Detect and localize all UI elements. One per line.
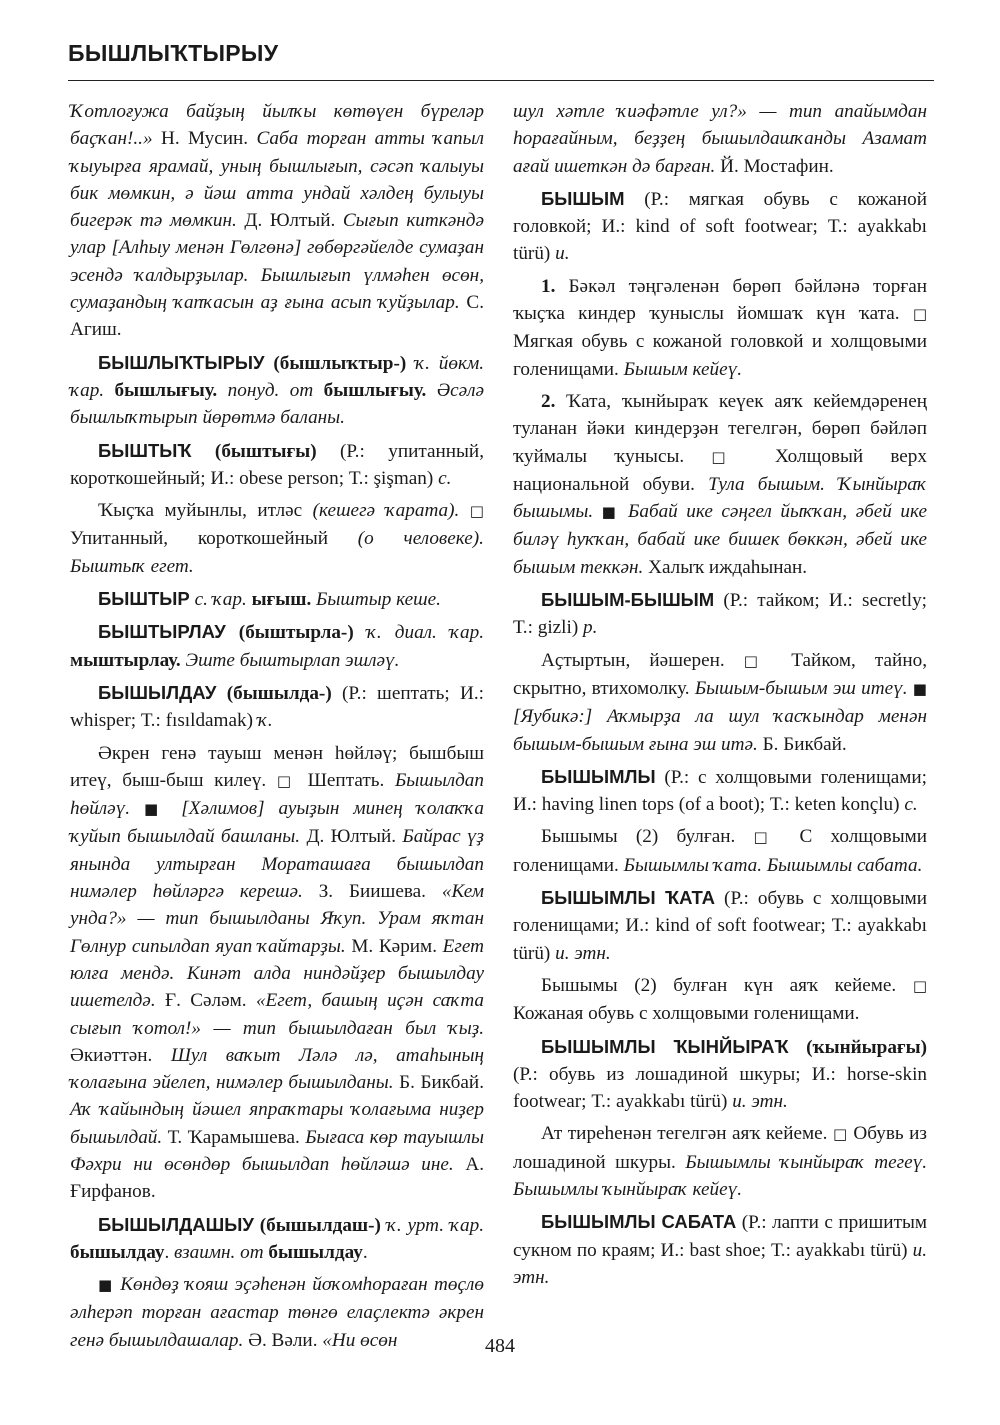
text-segment: Тула бышым. Ҡынйыраҡ бышымы. bbox=[513, 473, 927, 523]
dictionary-paragraph bbox=[70, 497, 484, 580]
text-segment: Упитанный, короткошейный bbox=[70, 528, 358, 550]
text-segment: и. этн. bbox=[513, 1239, 927, 1288]
text-segment: (кешегә ҡарата). bbox=[312, 500, 460, 522]
text-segment: бышылдау bbox=[263, 1241, 363, 1263]
text-segment: □ bbox=[711, 447, 748, 466]
headword: БЫШЫМ-БЫШЫМ bbox=[541, 589, 715, 611]
text-segment: (о человеке). Быштыҡ егет. bbox=[70, 528, 484, 577]
text-segment: (ҡынйырағы) bbox=[788, 1036, 928, 1058]
text-segment: Бышым-бышым эш итеү. bbox=[694, 677, 908, 699]
text-segment: и. этн. bbox=[732, 1091, 788, 1113]
text-segment: □ bbox=[832, 1125, 848, 1144]
headword: БЫШЫЛДАУ bbox=[98, 681, 217, 703]
text-segment: □ bbox=[912, 305, 927, 324]
text-segment: бышлығыу. bbox=[313, 379, 437, 401]
text-segment: с. bbox=[904, 794, 918, 816]
text-segment: с. ҡар. bbox=[189, 589, 252, 611]
text-segment: С. Агиш. bbox=[70, 292, 484, 341]
text-segment: (Р.: упитанный, короткошейный; И.: obese person; Т.: şişman) bbox=[70, 440, 484, 489]
text-segment: взаимн. от bbox=[174, 1241, 264, 1263]
text-segment: А. Ғирфанов. bbox=[70, 1153, 485, 1203]
dictionary-paragraph bbox=[513, 586, 927, 642]
text-segment: Ҡыҫҡа муйынлы, итләс bbox=[98, 500, 313, 522]
headword: БЫШЛЫҠТЫРЫУ bbox=[98, 351, 265, 373]
running-header: БЫШЛЫҠТЫРЫУ bbox=[68, 40, 279, 66]
dictionary-paragraph bbox=[70, 585, 484, 613]
headword: БЫШЫМЛЫ bbox=[541, 765, 656, 787]
text-segment: Бышымы (2) булған күн аяҡ кейеме. bbox=[541, 974, 913, 996]
text-segment: Әкрен генә тауыш менән һөйләү; бышбыш итеү, быш-быш килеү. bbox=[70, 742, 484, 791]
text-segment: 1. bbox=[541, 275, 556, 297]
dictionary-paragraph bbox=[70, 740, 484, 1206]
text-segment: бышлығыу. bbox=[104, 379, 228, 401]
text-segment: понуд. от bbox=[227, 379, 314, 401]
text-segment: Бышымы (2) булған. bbox=[541, 826, 754, 848]
text-segment: Шептать. bbox=[296, 769, 395, 791]
text-segment: С холщовыми голенищами. bbox=[513, 826, 927, 876]
text-segment: ■ bbox=[98, 1276, 121, 1295]
text-segment: Б. Бикбай. bbox=[757, 733, 847, 755]
text-segment: Аҫтыртын, йәшерен. bbox=[541, 649, 744, 671]
text-segment: Й. Мостафин. bbox=[715, 155, 834, 177]
dictionary-paragraph bbox=[513, 1033, 927, 1116]
text-segment: Н. Мусин. bbox=[152, 128, 257, 150]
text-segment: Байрас үҙ янында ултырған Мораташаға бышылдап нимәлер һөйләргә керешә. bbox=[70, 826, 484, 903]
text-segment: Бышымлы ҡата. Бышымлы сабата. bbox=[623, 854, 923, 876]
text-segment: (быштырла-) bbox=[225, 622, 367, 644]
headword: БЫШТЫҠ bbox=[98, 439, 192, 461]
text-segment: Әсәлә бышлыҡтырып йөрөтмә баланы. bbox=[70, 379, 485, 429]
text-segment: Ат тиреһенән тегелгән аяҡ кейеме. bbox=[541, 1123, 833, 1145]
text-segment: ҡ. йөкм. ҡар. bbox=[70, 352, 484, 401]
text-segment: ■ bbox=[130, 800, 182, 819]
text-segment: □ bbox=[276, 771, 297, 790]
text-segment: (Р.: шептать; И.: whisper; Т.: fısıldamak) bbox=[70, 682, 484, 732]
text-segment: М. Кәрим. bbox=[345, 935, 443, 957]
dictionary-paragraph bbox=[70, 98, 484, 344]
text-segment: [Хәлимов] ауыҙын минең ҡолаҡҡа ҡуйып бышылдай башланы. bbox=[70, 798, 484, 848]
text-segment: Сығып киткәндә улар [Алһыу менән Гөлгөнә] гөбөргәйелде сумаҙан эсендә ҡалдырҙылар. Бышлығып үлмәһен өсөн, сумаҙандың ҡапҡасын аҙ ғына асып ҡуйҙылар. bbox=[70, 210, 484, 314]
text-segment: Быштыр кеше. bbox=[316, 589, 441, 611]
dictionary-paragraph bbox=[513, 1120, 927, 1203]
text-segment: ҡ. диал. ҡар. bbox=[366, 622, 484, 644]
text-segment: ығыш. bbox=[251, 589, 317, 611]
text-segment: Ғ. Сәләм. bbox=[155, 990, 256, 1012]
text-segment: ҡ. урт. ҡар. bbox=[386, 1214, 485, 1236]
text-segment: Холщовый верх национальной обуви. bbox=[513, 445, 927, 495]
dictionary-paragraph bbox=[70, 679, 484, 735]
text-segment: Ә. Вәли. bbox=[243, 1329, 323, 1351]
text-segment: и. bbox=[555, 243, 570, 265]
text-segment: ■ bbox=[907, 679, 927, 698]
dictionary-paragraph bbox=[70, 349, 484, 432]
left-column bbox=[70, 98, 484, 1359]
text-segment: Көндөҙ ҡояш эҫәһенән йоҡомһораған төҫлө әлһерәп торған ағастар төнгө елаҫлектә әкрен генә бышылдашалар. bbox=[70, 1274, 484, 1351]
text-segment: . bbox=[164, 1241, 175, 1263]
text-segment: (бышлыҡтыр-) bbox=[264, 352, 416, 374]
dictionary-paragraph bbox=[513, 388, 927, 581]
text-segment: Бышымлы ҡынйыраҡ тегеү. Бышымлы ҡынйыраҡ кейеү. bbox=[513, 1151, 927, 1200]
dictionary-paragraph bbox=[513, 823, 927, 879]
headword: БЫШЫМ bbox=[541, 187, 625, 209]
dictionary-paragraph bbox=[513, 763, 927, 819]
text-segment: Эште быштырлап эшләү. bbox=[185, 649, 400, 671]
text-segment: (бышылдаш-) bbox=[253, 1214, 387, 1236]
dictionary-paragraph bbox=[70, 618, 484, 674]
text-segment: «Егет, башың иҫән саҡта сығып ҡотол!» — тип бышылдаған был ҡыҙ. bbox=[70, 990, 485, 1039]
text-segment: Б. Бикбай. bbox=[393, 1072, 484, 1094]
dictionary-paragraph bbox=[513, 98, 927, 180]
text-segment: 2. bbox=[541, 390, 556, 412]
text-segment: (Р.: обувь из лошадиной шкуры; И.: horse-skin footwear; Т.: ayakkabı türü) bbox=[513, 1063, 927, 1113]
text-segment: Бышылдап һөйләү. bbox=[70, 769, 484, 820]
text-segment: Шул ваҡыт Ләлә лә, атаһының ҡолағына эйелеп, нимәлер бышылданы. bbox=[70, 1044, 484, 1094]
text-segment: шул хәтле ҡиәфәтле ул?» — тип апайымдан һорағайным, беҙҙең бышылдашҡанды Азамат ағай ишеткән дә барған. bbox=[513, 101, 927, 177]
text-segment: Бышым кейеү. bbox=[623, 358, 743, 380]
dictionary-paragraph bbox=[513, 185, 927, 268]
text-segment: (бышылда-) bbox=[216, 682, 342, 704]
text-segment: Тайком, тайно, скрытно, втихомолку. bbox=[513, 649, 927, 699]
text-segment: (Р.: мягкая обувь с кожаной головкой; И.: kind of soft footwear; Т.: ayakkabı türü) bbox=[513, 188, 927, 265]
headword: БЫШТЫРЛАУ bbox=[98, 621, 226, 643]
text-segment: р. bbox=[583, 617, 598, 639]
text-segment: (Р.: лапти с пришитым сукном по краям; И.: bast shoe; Т.: ayakkabı türü) bbox=[513, 1212, 927, 1261]
text-segment: Халыҡ иждаһынан. bbox=[643, 556, 808, 578]
text-segment: бышылдау bbox=[70, 1241, 165, 1263]
page-number: 484 bbox=[485, 1335, 515, 1357]
text-segment: □ bbox=[753, 828, 782, 847]
text-segment: ҡ. bbox=[257, 710, 273, 732]
headword: БЫШЫМЛЫ ҠАТА bbox=[541, 887, 716, 909]
text-segment: Бәкәл тәңгәленән бөрөп бәйләнә торған ҡыҫҡа киндер ҡуныслы йомшаҡ күн ҡата. bbox=[513, 275, 927, 325]
headword: БЫШЫМЛЫ ҠЫНЙЫРАҠ bbox=[541, 1035, 789, 1057]
text-segment: З. Биишева. bbox=[302, 881, 442, 903]
text-segment: Аҡ ҡайындың йәшел япраҡтары ҡолағыма ниҙер бышылдай. bbox=[70, 1099, 484, 1148]
text-segment: Егет юлға мендә. Кинәт алда ниндәйҙер бышылдау ишетелдә. bbox=[70, 935, 484, 1012]
dictionary-paragraph bbox=[513, 273, 927, 383]
text-segment: «Кем унда?» — тип бышылданы Яҡуп. Урам яҡтан Гөлнур сипылдап яуап ҡайтарҙы. bbox=[70, 881, 484, 957]
text-segment: Әкиәттән. bbox=[70, 1044, 171, 1066]
text-segment: Обувь из лошадиной шкуры. bbox=[513, 1123, 927, 1173]
text-segment: Бабай ике сәңгел йыҡҡан, әбей ике биләү һуҡҡан, бабай ике бишек бөккән, әбей ике бышым теккән. bbox=[513, 501, 927, 578]
text-segment: Т. Ҡарамышева. bbox=[162, 1126, 306, 1148]
dictionary-paragraph bbox=[70, 437, 484, 493]
text-segment: □ bbox=[459, 502, 484, 521]
headword: БЫШТЫР bbox=[98, 588, 190, 610]
text-segment: (Р.: обувь с холщовыми голенищами; И.: kind of soft footwear; Т.: ayakkabı türü) bbox=[513, 888, 927, 964]
dictionary-paragraph bbox=[70, 1211, 484, 1267]
text-segment: Д. Юлтый. bbox=[300, 826, 403, 848]
text-segment: (быштығы) bbox=[191, 440, 341, 462]
headword: БЫШЫЛДАШЫУ bbox=[98, 1213, 254, 1235]
text-segment: Бығаса көр тауышлы Фәхри ни өсөндөр бышылдап һөйләшә ине. bbox=[70, 1126, 484, 1175]
text-segment: Ҡата, ҡынйыраҡ кеүек аяҡ кейемдәренең туланан йәки киндерҙән тегелгән, бөрөп бәйләп ҡуймалы ҡунысы. bbox=[513, 390, 927, 467]
dictionary-paragraph bbox=[513, 884, 927, 967]
text-segment: □ bbox=[912, 976, 927, 995]
text-segment: (Р.: с холщовыми голенищами; И.: having linen tops (of a boot); Т.: keten konçlu) bbox=[513, 766, 927, 816]
text-segment: с. bbox=[438, 467, 452, 489]
text-segment: и. этн. bbox=[555, 942, 611, 964]
text-segment: ■ bbox=[593, 503, 629, 522]
headword: БЫШЫМЛЫ САБАТА bbox=[541, 1211, 737, 1233]
dictionary-paragraph bbox=[513, 647, 927, 758]
dictionary-paragraph bbox=[513, 972, 927, 1028]
text-segment: Мягкая обувь с кожаной головкой и холщовыми голенищами. bbox=[513, 331, 927, 380]
right-column bbox=[513, 98, 927, 1296]
text-segment: Саба торған атты ҡапыл ҡыуырға ярамай, уның бышлығып, сәсәп ҡалыуы бик мөмкин, ә йәш атта ундай хәлдең булыуы бигерәк тә мөмкин. bbox=[70, 128, 484, 232]
dictionary-paragraph bbox=[513, 1208, 927, 1291]
text-segment: [Яубикә:] Аҡмырҙа ла шул ҡасҡындар менән бышым-бышым ғына эш итә. bbox=[513, 706, 927, 755]
text-segment: мыштырлау. bbox=[70, 649, 186, 671]
text-segment: □ bbox=[743, 651, 773, 670]
text-segment: . bbox=[362, 1241, 368, 1263]
text-segment: «Ни өсөн bbox=[322, 1329, 398, 1351]
header-rule bbox=[68, 80, 934, 81]
text-segment: (Р.: тайком; И.: secretly; Т.: gizli) bbox=[513, 590, 927, 639]
text-segment: Ҡотлоғужа байҙың йылҡы көтөүен бүреләр баҫҡан!..» bbox=[70, 101, 484, 150]
text-segment: Д. Юлтый. bbox=[236, 210, 343, 232]
text-segment: Кожаная обувь с холщовыми голенищами. bbox=[513, 1003, 860, 1025]
